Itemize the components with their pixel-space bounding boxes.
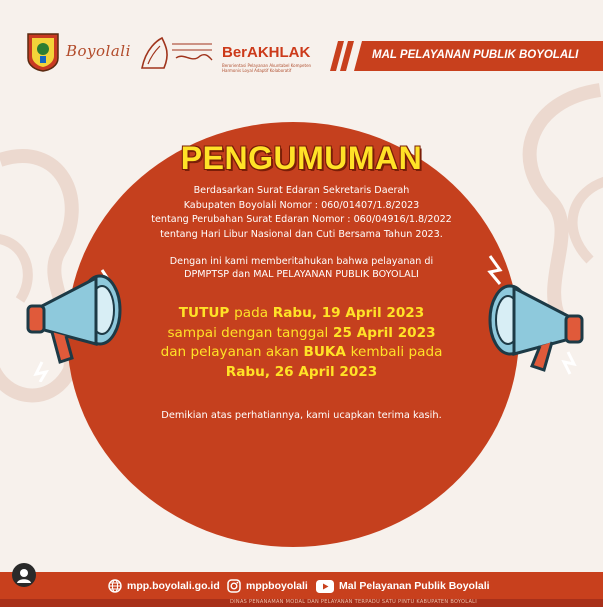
avatar-icon bbox=[12, 563, 36, 587]
reopen-suffix: kembali pada bbox=[350, 344, 443, 360]
footer-website[interactable] bbox=[108, 577, 220, 595]
megaphone-icon bbox=[22, 262, 132, 382]
batik-ornament-logo bbox=[136, 34, 216, 74]
reopen-prefix: dan pelayanan akan bbox=[160, 344, 299, 360]
notice-line: DPMPTSP dan MAL PELAYANAN PUBLIK BOYOLALI bbox=[184, 269, 419, 280]
closed-word: TUTUP bbox=[178, 305, 230, 321]
banner-title: MAL PELAYANAN PUBLIK BOYOLALI bbox=[372, 49, 579, 61]
berakhlak-brand-logo: BerAKHLAK bbox=[222, 44, 311, 61]
open-word: BUKA bbox=[303, 344, 346, 360]
closed-date: Rabu, 19 April 2023 bbox=[272, 305, 425, 321]
basis-line: tentang Hari Libur Nasional dan Cuti Bersama Tahun 2023. bbox=[160, 228, 443, 240]
until-text: sampai dengan tanggal bbox=[167, 324, 329, 341]
agency-line: DINAS PENANAMAN MODAL DAN PELAYANAN TERPADU SATU PINTU KABUPATEN BOYOLALI bbox=[230, 599, 478, 605]
until-date: 25 April 2023 bbox=[333, 324, 436, 341]
megaphone-icon bbox=[478, 252, 593, 377]
notice-line: Dengan ini kami memberitahukan bahwa pelayanan di bbox=[169, 256, 434, 267]
on-word: pada bbox=[234, 305, 269, 321]
header bbox=[0, 22, 603, 82]
announcement-title: PENGUMUMAN bbox=[180, 140, 423, 176]
berakhlak-tagline: Berorientasi Pelayanan Akuntabel Kompeten Harmonis Loyal Adaptif Kolaboratif bbox=[222, 63, 312, 73]
boyolali-brand-logo: Boyolali bbox=[66, 42, 131, 60]
website-link[interactable]: mpp.boyolali.go.id bbox=[127, 580, 220, 592]
instagram-link[interactable]: mppboyolali bbox=[246, 580, 308, 592]
reopen-date: Rabu, 26 April 2023 bbox=[225, 363, 378, 380]
basis-line: Berdasarkan Surat Edaran Sekretaris Daerah bbox=[193, 185, 410, 196]
globe-icon bbox=[108, 579, 122, 593]
basis-paragraph bbox=[0, 184, 603, 242]
basis-line: Kabupaten Boyolali Nomor : 060/01407/1.8/2023 bbox=[183, 199, 420, 211]
title-wrap bbox=[0, 140, 603, 177]
footer-instagram[interactable] bbox=[227, 577, 308, 595]
regency-crest-logo bbox=[26, 32, 60, 72]
basis-line: tentang Perubahan Surat Edaran Nomor : 060/04916/1.8/2022 bbox=[151, 214, 452, 225]
closing-text: Demikian atas perhatiannya, kami ucapkan terima kasih. bbox=[161, 410, 442, 421]
youtube-icon bbox=[316, 580, 334, 593]
footer-youtube[interactable] bbox=[316, 577, 490, 595]
avatar[interactable] bbox=[12, 563, 36, 587]
youtube-link[interactable]: Mal Pelayanan Publik Boyolali bbox=[339, 580, 490, 592]
instagram-icon bbox=[227, 579, 241, 593]
